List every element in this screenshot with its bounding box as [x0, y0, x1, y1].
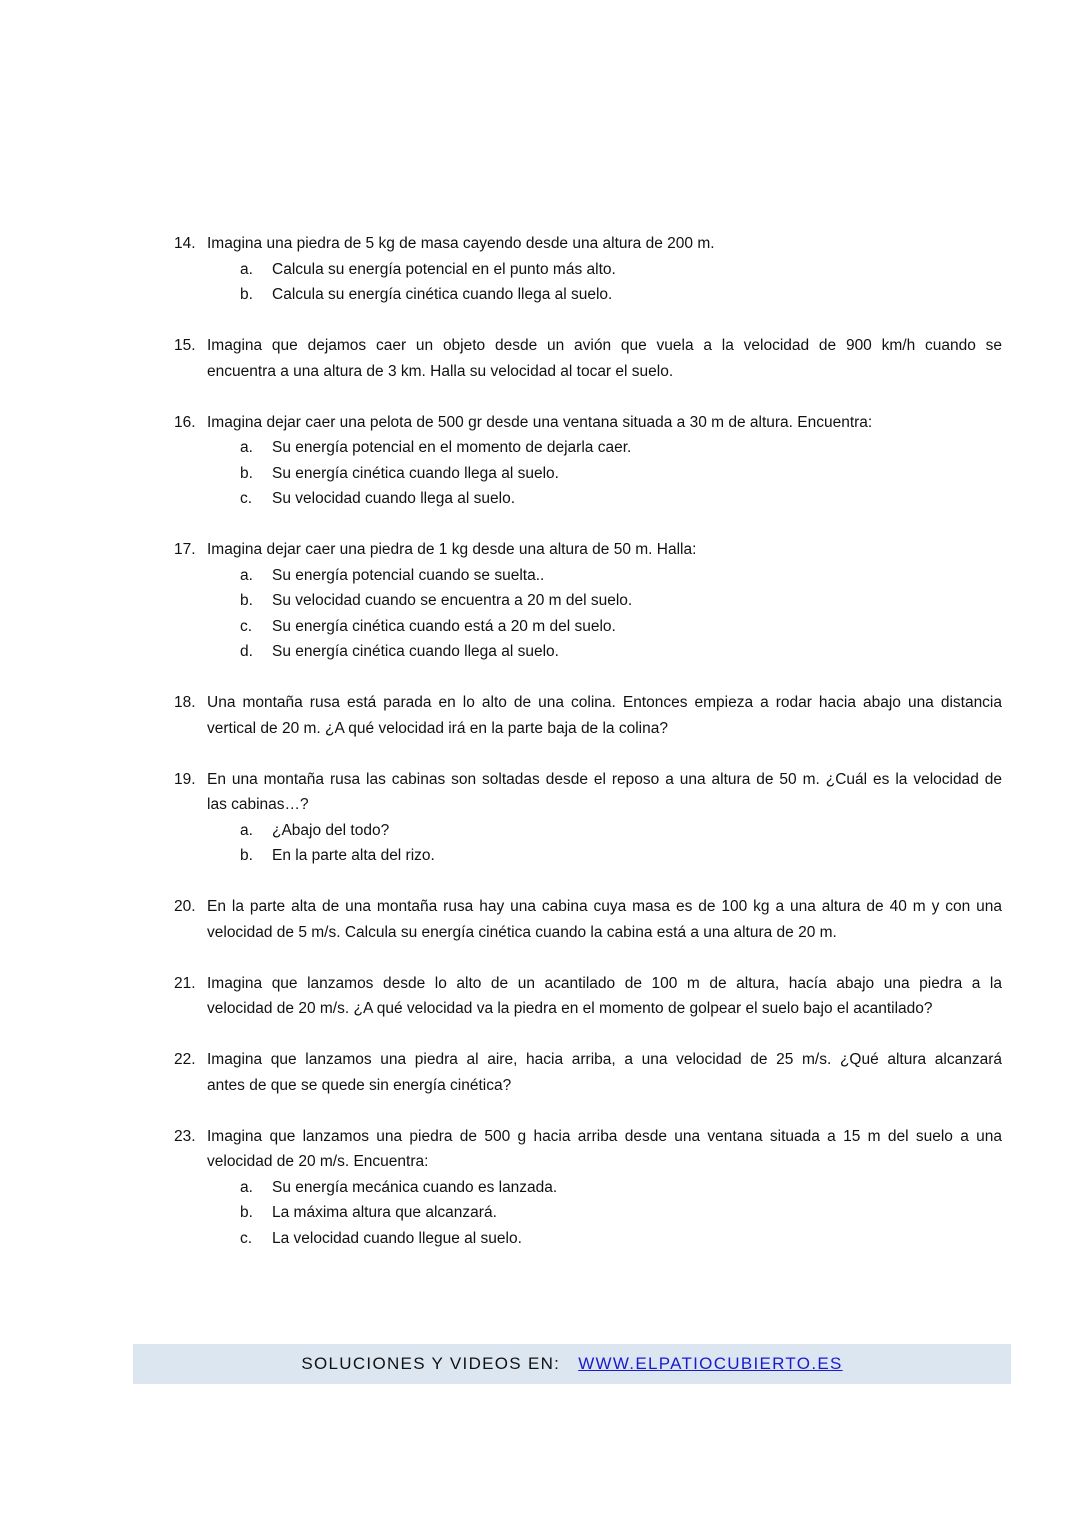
exercise-text-line: Imagina que dejamos caer un objeto desde un avión que vuela a la velocidad de 900 km/h cuando se [207, 337, 1002, 354]
exercise-text-line: velocidad de 5 m/s. Calcula su energía cinética cuando la cabina está a una altura de 20 m. [207, 923, 837, 941]
sub-question [0, 486, 1080, 512]
exercise-item [0, 1047, 1080, 1098]
exercise-item [0, 971, 1080, 1022]
footer-banner [133, 1344, 1011, 1384]
sub-question [0, 257, 1080, 283]
exercise-number: 20. [174, 898, 196, 915]
sub-question-letter: b. [240, 286, 253, 303]
sub-question-text: La máxima altura que alcanzará. [272, 1204, 497, 1221]
sub-question [0, 1175, 1080, 1201]
footer-label: SOLUCIONES Y VIDEOS EN: [301, 1354, 561, 1373]
exercise-text-line: Imagina que lanzamos una piedra al aire, hacia arriba, a una velocidad de 25 m/s. ¿Qué altura alcanzará [207, 1051, 1002, 1068]
sub-question [0, 563, 1080, 589]
exercise-item [0, 231, 1080, 308]
exercise-text-line: las cabinas…? [207, 796, 309, 813]
exercise-number: 18. [174, 694, 196, 711]
sub-question-text: Calcula su energía cinética cuando llega al suelo. [272, 286, 613, 303]
sub-question-text: Su energía cinética cuando llega al suelo. [272, 643, 559, 660]
sub-question-text: ¿Abajo del todo? [272, 821, 390, 839]
exercise-list [0, 231, 1080, 1277]
exercise-item [0, 537, 1080, 665]
sub-question-letter: a. [240, 260, 253, 278]
sub-question-letter: b. [240, 1204, 253, 1221]
exercise-item [0, 1124, 1080, 1252]
sub-question-text: Su energía mecánica cuando es lanzada. [272, 1178, 558, 1196]
sub-question [0, 614, 1080, 640]
sub-question [0, 588, 1080, 614]
sub-question [0, 818, 1080, 844]
sub-question-text: Su energía cinética cuando llega al suelo. [272, 464, 559, 482]
exercise-text-line: encuentra a una altura de 3 km. Halla su velocidad al tocar el suelo. [207, 362, 674, 380]
exercise-text-line: Imagina una piedra de 5 kg de masa cayendo desde una altura de 200 m. [207, 235, 715, 252]
sub-question-letter: c. [240, 490, 253, 507]
exercise-number: 14. [174, 235, 196, 252]
exercise-number: 23. [174, 1127, 196, 1145]
sub-question [0, 1200, 1080, 1226]
exercise-number: 17. [174, 541, 196, 558]
sub-question-text: Calcula su energía potencial en el punto más alto. [272, 260, 616, 278]
sub-question-text: Su energía potencial en el momento de dejarla caer. [272, 439, 632, 456]
exercise-text-line: Imagina que lanzamos una piedra de 500 g hacia arriba desde una ventana situada a 15 m del suelo a una [207, 1127, 1002, 1145]
sub-question-letter: c. [240, 1229, 253, 1247]
exercise-text-line: Una montaña rusa está parada en lo alto de una colina. Entonces empieza a rodar hacia abajo una distancia [207, 694, 1002, 711]
exercise-number: 21. [174, 974, 196, 992]
exercise-item [0, 410, 1080, 512]
exercise-number: 15. [174, 337, 196, 354]
sub-question-letter: a. [240, 439, 253, 456]
exercise-text-line: Imagina que lanzamos desde lo alto de un acantilado de 100 m de altura, hacía abajo una piedra a la [207, 974, 1002, 992]
sub-question-text: Su velocidad cuando se encuentra a 20 m del suelo. [272, 592, 633, 609]
sub-question [0, 843, 1080, 869]
sub-question-letter: a. [240, 566, 253, 584]
sub-question [0, 639, 1080, 665]
exercise-text-line: Imagina dejar caer una piedra de 1 kg desde una altura de 50 m. Halla: [207, 541, 697, 558]
sub-question-text: Su energía cinética cuando está a 20 m del suelo. [272, 617, 616, 635]
sub-question-letter: b. [240, 592, 253, 609]
exercise-text-line: En la parte alta de una montaña rusa hay una cabina cuya masa es de 100 kg a una altura de 40 m y con una [207, 898, 1002, 915]
sub-question-text: La velocidad cuando llegue al suelo. [272, 1229, 522, 1247]
exercise-number: 16. [174, 413, 196, 431]
exercise-number: 22. [174, 1051, 196, 1068]
exercise-item [0, 767, 1080, 869]
sub-question-letter: d. [240, 643, 253, 660]
sub-question-text: Su energía potencial cuando se suelta.. [272, 566, 545, 584]
exercise-text-line: antes de que se quede sin energía cinética? [207, 1076, 512, 1094]
sub-question [0, 435, 1080, 461]
sub-question-letter: a. [240, 1178, 253, 1196]
sub-question-text: En la parte alta del rizo. [272, 847, 435, 864]
sub-question-letter: c. [240, 617, 253, 635]
exercise-item [0, 690, 1080, 741]
sub-question-letter: b. [240, 464, 253, 482]
sub-question-letter: a. [240, 821, 253, 839]
exercise-item [0, 333, 1080, 384]
sub-question [0, 282, 1080, 308]
exercise-text-line: velocidad de 20 m/s. Encuentra: [207, 1153, 429, 1170]
sub-question [0, 461, 1080, 487]
exercise-text-line: velocidad de 20 m/s. ¿A qué velocidad va la piedra en el momento de golpear el suelo bajo el acantilado? [207, 1000, 933, 1017]
sub-question [0, 1226, 1080, 1252]
exercise-text-line: En una montaña rusa las cabinas son soltadas desde el reposo a una altura de 50 m. ¿Cuál es la velocidad de [207, 770, 1002, 788]
exercise-number: 19. [174, 770, 196, 788]
footer-link[interactable]: WWW.ELPATIOCUBIERTO.ES [578, 1354, 843, 1373]
sub-question-letter: b. [240, 847, 253, 864]
exercise-text-line: vertical de 20 m. ¿A qué velocidad irá en la parte baja de la colina? [207, 719, 668, 737]
exercise-item [0, 894, 1080, 945]
exercise-text-line: Imagina dejar caer una pelota de 500 gr desde una ventana situada a 30 m de altura. Encuentra: [207, 413, 873, 431]
sub-question-text: Su velocidad cuando llega al suelo. [272, 490, 516, 507]
